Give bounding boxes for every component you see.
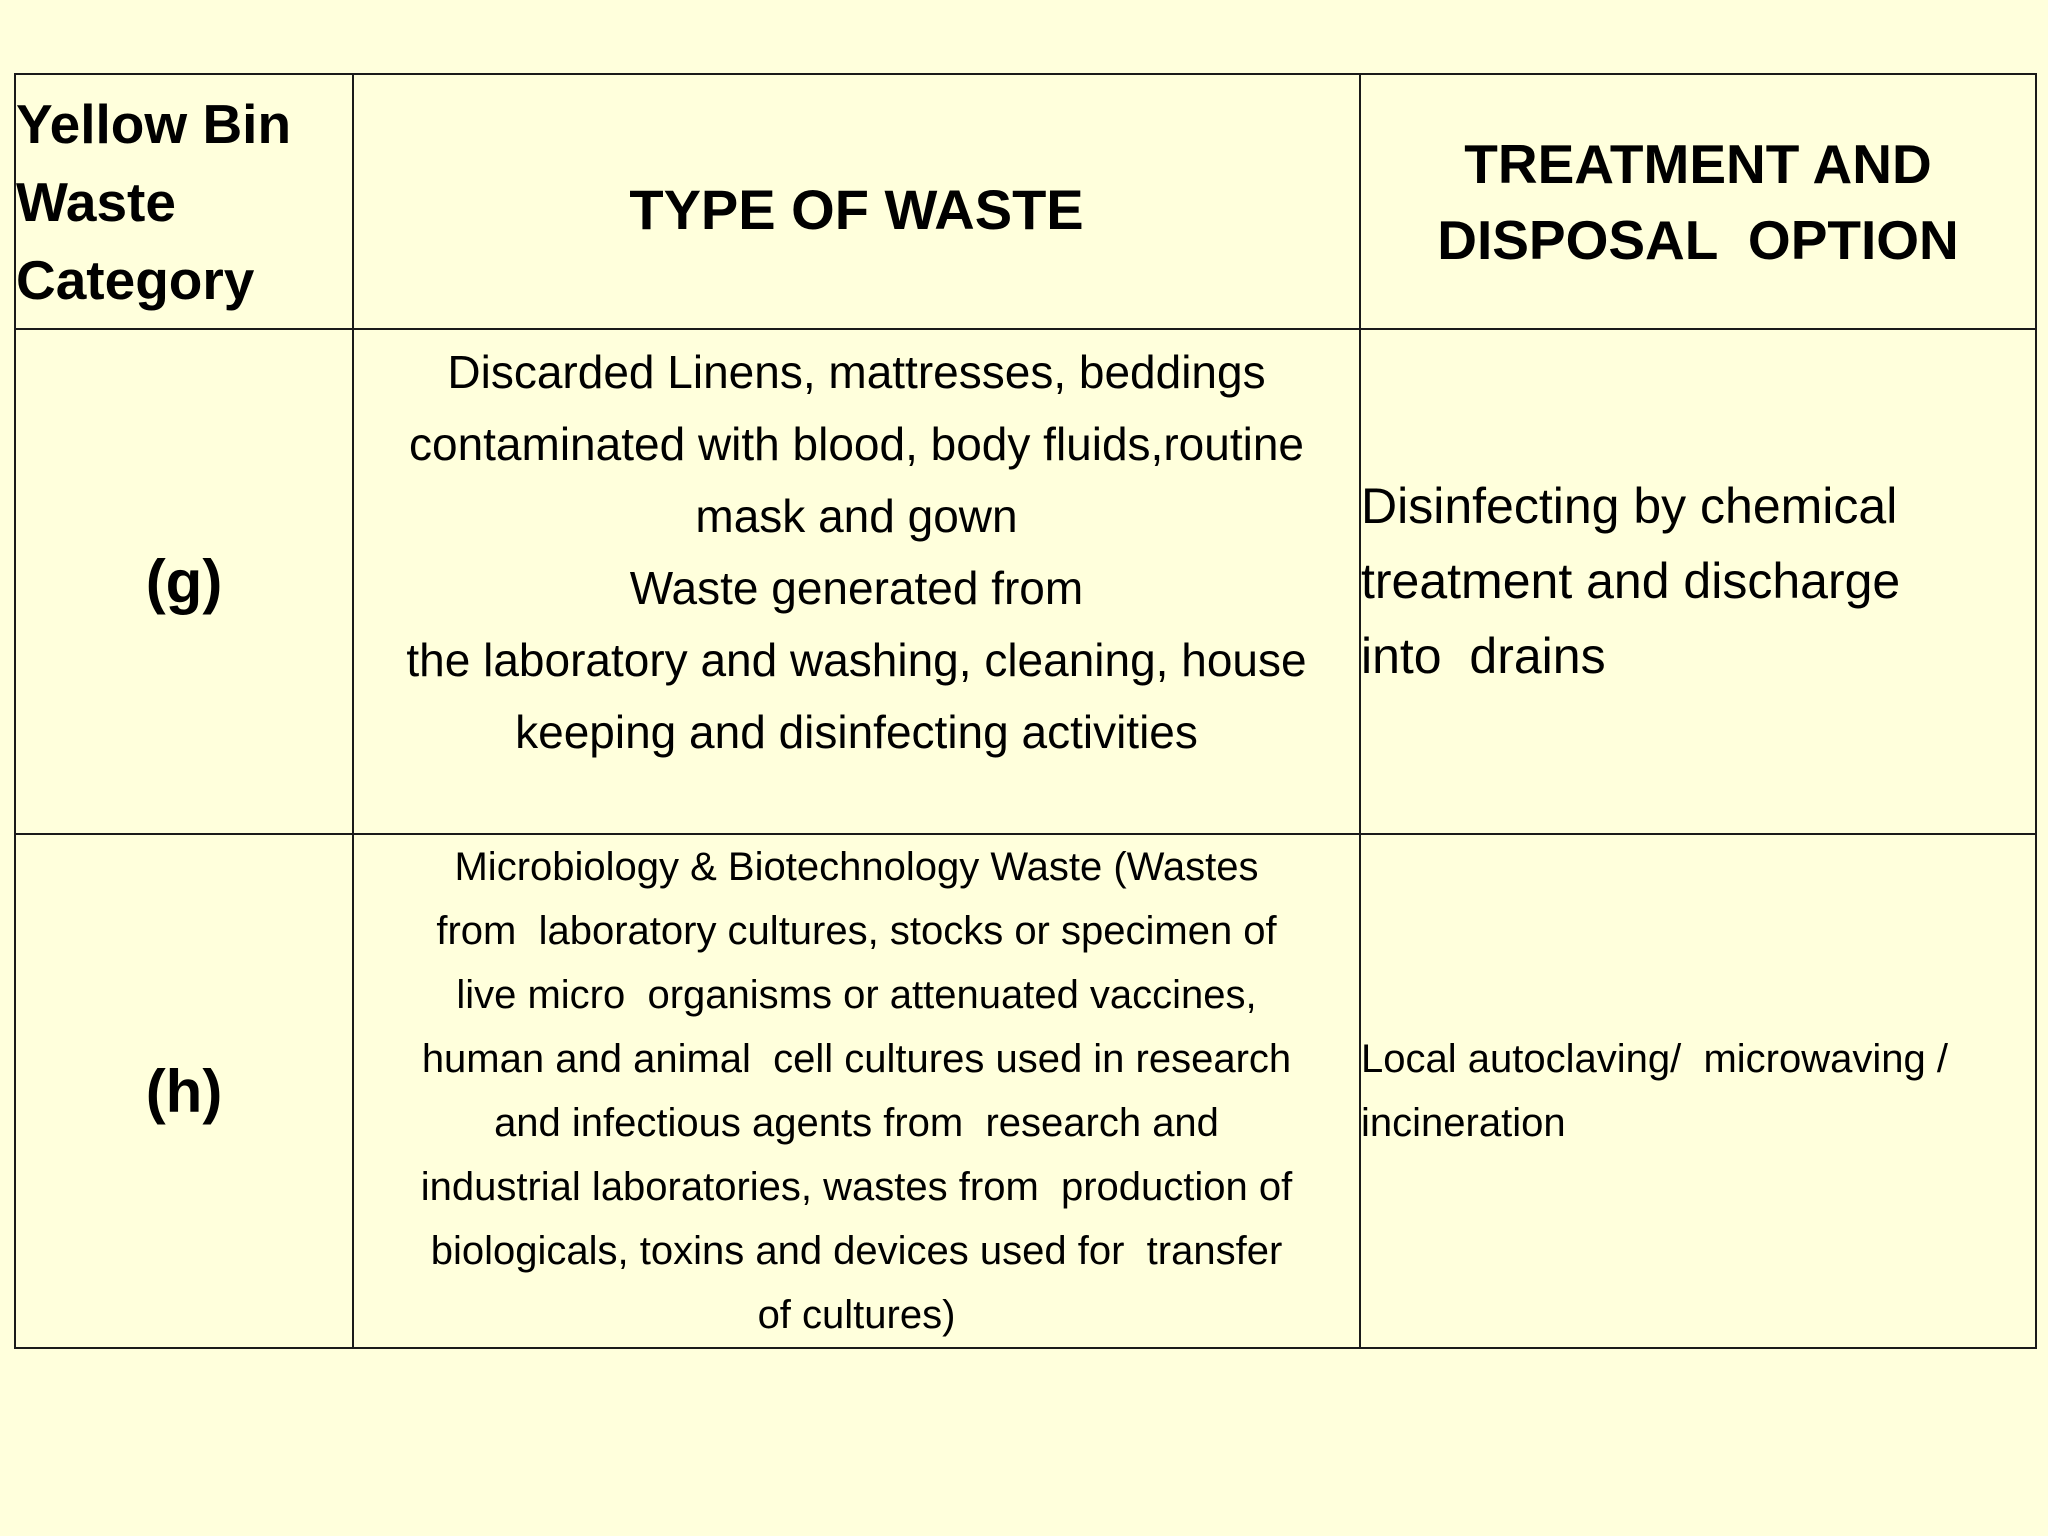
header-treatment-line: TREATMENT AND <box>1464 132 1932 195</box>
header-category <box>15 74 353 329</box>
waste-type-line: Waste generated from <box>629 562 1084 614</box>
header-treatment-line: DISPOSAL OPTION <box>1437 208 1959 271</box>
treatment-cell <box>1360 329 2036 834</box>
treatment-line: Local autoclaving/ microwaving / <box>1361 1037 1948 1081</box>
treatment-line: incineration <box>1361 1101 1566 1145</box>
waste-type-cell <box>353 834 1360 1348</box>
waste-type-line: human and animal cell cultures used in research <box>421 1037 1292 1081</box>
waste-type-line: mask and gown <box>695 490 1018 542</box>
waste-type-line: and infectious agents from research and <box>494 1101 1219 1145</box>
waste-type-line: biologicals, toxins and devices used for transfer <box>430 1229 1283 1273</box>
header-category-line: Yellow Bin <box>16 92 292 155</box>
waste-type-line: keeping and disinfecting activities <box>515 706 1198 758</box>
waste-type-line: contaminated with blood, body fluids,routine <box>408 418 1304 470</box>
treatment-line: into drains <box>1361 628 1606 684</box>
treatment-cell <box>1360 834 2036 1348</box>
treatment-line: Disinfecting by chemical <box>1361 478 1898 534</box>
treatment-line: treatment and discharge <box>1361 553 1901 609</box>
category-cell: (h) <box>15 834 353 1348</box>
waste-type-cell <box>353 329 1360 834</box>
waste-type-line: Discarded Linens, mattresses, beddings <box>447 346 1266 398</box>
waste-type-line: industrial laboratories, wastes from production of <box>420 1165 1293 1209</box>
header-type: TYPE OF WASTE <box>353 74 1360 329</box>
table-header-row <box>15 74 2036 329</box>
waste-type-line: Microbiology & Biotechnology Waste (Wastes <box>454 845 1259 889</box>
waste-category-table <box>14 73 2037 1349</box>
header-treatment <box>1360 74 2036 329</box>
table-row <box>15 834 2036 1348</box>
waste-type-line: the laboratory and washing, cleaning, house <box>406 634 1307 686</box>
waste-type-line: live micro organisms or attenuated vaccines, <box>456 973 1257 1017</box>
table-row <box>15 329 2036 834</box>
category-cell: (g) <box>15 329 353 834</box>
header-category-line: Category <box>16 248 255 311</box>
header-category-line: Waste <box>16 170 176 233</box>
waste-type-line: of cultures) <box>757 1293 956 1337</box>
waste-type-line: from laboratory cultures, stocks or specimen of <box>436 909 1277 953</box>
